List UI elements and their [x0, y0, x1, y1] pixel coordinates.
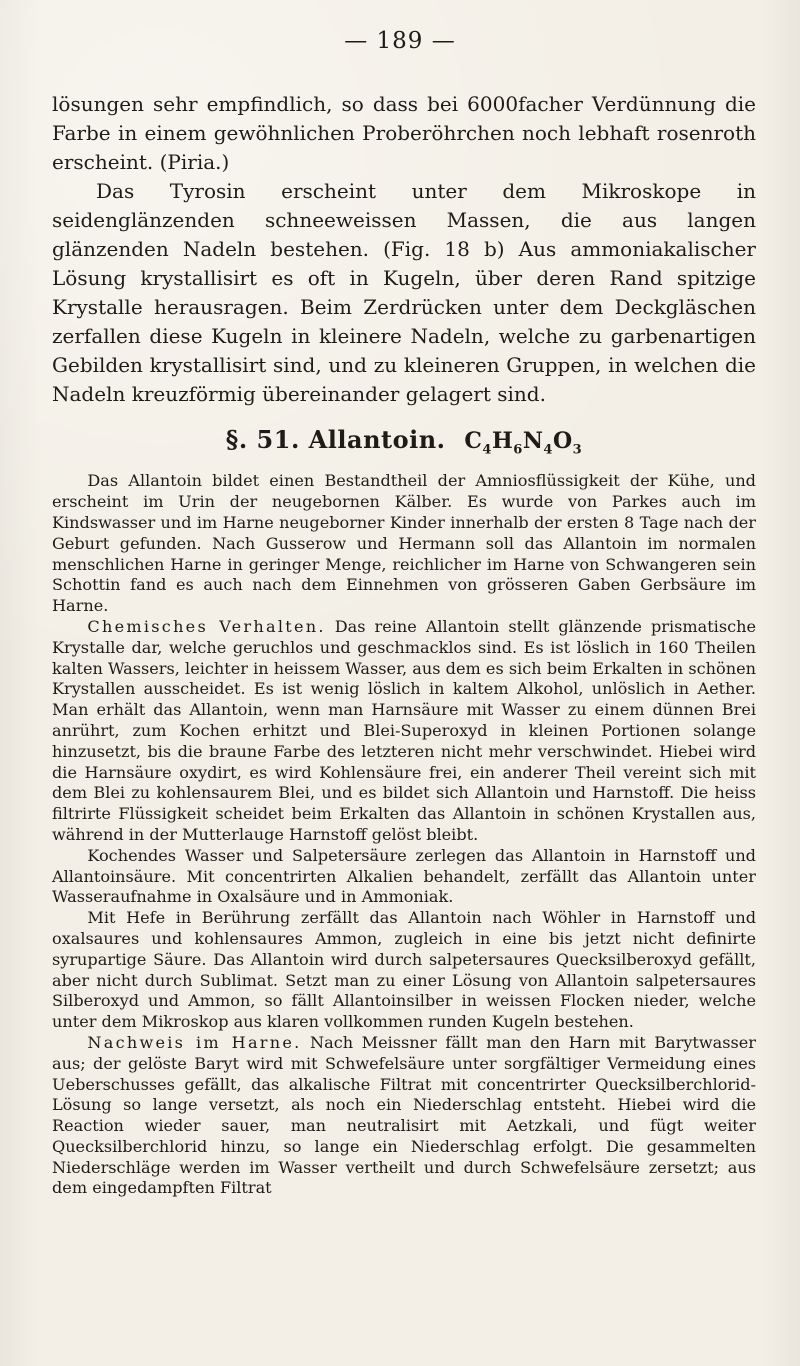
chemical-behavior-text: Das reine Allantoin stellt glänzende prismatische Krystalle dar, welche geruchlos und geschmacklos sind. Es ist löslich in 160 Theilen kalten Wassers, leichter in heissem Wasser, aus dem es sich beim Erkalten in schönen Krystallen ausscheidet. Es ist wenig löslich in kaltem Alkohol, unlöslich in Aether. Man erhält das Allantoin, wenn man Harnsäure mit Wasser zu einem dünnen Brei anrührt, zum Kochen erhitzt und Blei-Superoxyd in kleinen Portionen solange hinzusetzt, bis die braune Farbe des letzteren nicht mehr verschwindet. Hiebei wird die Harnsäure oxydirt, es wird Kohlensäure frei, ein anderer Theil vereint sich mit dem Blei zu kohlensaurem Blei, und es bildet sich Allantoin und Harnstoff. Die heiss filtrirte Flüssigkeit scheidet beim Erkalten das Allantoin in schönen Krystallen aus, während in der Mutterlauge Harnstoff gelöst bleibt.: [52, 616, 756, 844]
formula-h: H: [491, 428, 514, 454]
page-number: — 189 —: [344, 28, 456, 54]
formula-c-sub: 4: [482, 442, 492, 458]
continued-paragraph: lösungen sehr empfindlich, so dass bei 6000facher Verdünnung die Farbe in einem gewöhnlichen Proberöhrchen noch lebhaft rosenroth erscheint. (Piria.): [52, 92, 756, 174]
urine-detection-paragraph: [52, 1033, 756, 1199]
formula-h-sub: 6: [513, 442, 523, 458]
section-heading: [52, 425, 756, 457]
page-content: [52, 90, 756, 1199]
chemical-behavior-paragraph: [52, 617, 756, 846]
allantoin-intro-paragraph: Das Allantoin bildet einen Bestandtheil der Amniosflüssigkeit der Kühe, und erscheint im Urin der neugebornen Kälber. Es wurde von Parkes auch im Kindswasser und im Harne neugeborner Kinder innerhalb der ersten 8 Tage nach der Geburt gefunden. Nach Gusserow und Hermann soll das Allantoin im normalen menschlichen Harne in geringer Menge, reichlicher im Harne von Schwangeren sein Schottin fand es auch nach dem Einnehmen von grösseren Gaben Gerbsäure im Harne.: [52, 471, 756, 616]
formula-n: N: [522, 428, 544, 454]
yeast-reaction-paragraph: Mit Hefe in Berührung zerfällt das Allantoin nach Wöhler in Harnstoff und oxalsaures und kohlensaures Ammon, zugleich in eine bis jetzt nicht definirte syrupartige Säure. Das Allantoin wird durch salpetersaures Quecksilberoxyd gefällt, aber nicht durch Sublimat. Setzt man zu einer Lösung von Allantoin salpetersaures Silberoxyd und Ammon, so fällt Allantoinsilber in weissen Flocken nieder, welche unter dem Mikroskop aus klaren vollkommen runden Kugeln bestehen.: [52, 908, 756, 1032]
section-title: §. 51. Allantoin.: [225, 425, 446, 454]
formula-c: C: [464, 428, 483, 454]
decomposition-paragraph: Kochendes Wasser und Salpetersäure zerlegen das Allantoin in Harnstoff und Allantoinsäure. Mit concentrirten Alkalien behandelt, zerfällt das Allantoin unter Wasseraufnahme in Oxalsäure und in Ammoniak.: [52, 845, 756, 907]
formula-o: O: [552, 428, 573, 454]
chemical-behavior-label: Chemisches Verhalten.: [87, 616, 326, 636]
formula-n-sub: 4: [543, 442, 553, 458]
urine-detection-text: Nach Meissner fällt man den Harn mit Barytwasser aus; der gelöste Baryt wird mit Schwefelsäure unter sorgfältiger Vermeidung eines Ueberschusses gefällt, das alkalische Filtrat mit concentrirter Quecksilberchlorid-Lösung so lange versetzt, als noch ein Niederschlag entsteht. Hiebei wird die Reaction wieder sauer, man neutralisirt mit Aetzkali, und fügt weiter Quecksilberchlorid hinzu, so lange ein Niederschlag erfolgt. Die gesammelten Niederschläge werden im Wasser vertheilt und durch Schwefelsäure zersetzt; aus dem eingedampften Filtrat: [52, 1032, 756, 1198]
formula-o-sub: 3: [572, 442, 583, 458]
tyrosin-paragraph: Das Tyrosin erscheint unter dem Mikroskope in seidenglänzenden schneeweissen Massen, die aus langen glänzenden Nadeln bestehen. (Fig. 18 b) Aus ammoniakalischer Lösung krystallisirt es oft in Kugeln, über deren Rand spitzige Krystalle herausragen. Beim Zerdrücken unter dem Deckgläschen zerfallen diese Kugeln in kleinere Nadeln, welche zu garbenartigen Gebilden krystallisirt sind, und zu kleineren Gruppen, in welchen die Nadeln kreuzförmig übereinander gelagert sind.: [52, 179, 756, 406]
urine-detection-label: Nachweis im Harne.: [87, 1032, 302, 1052]
chemical-formula: [464, 428, 583, 458]
